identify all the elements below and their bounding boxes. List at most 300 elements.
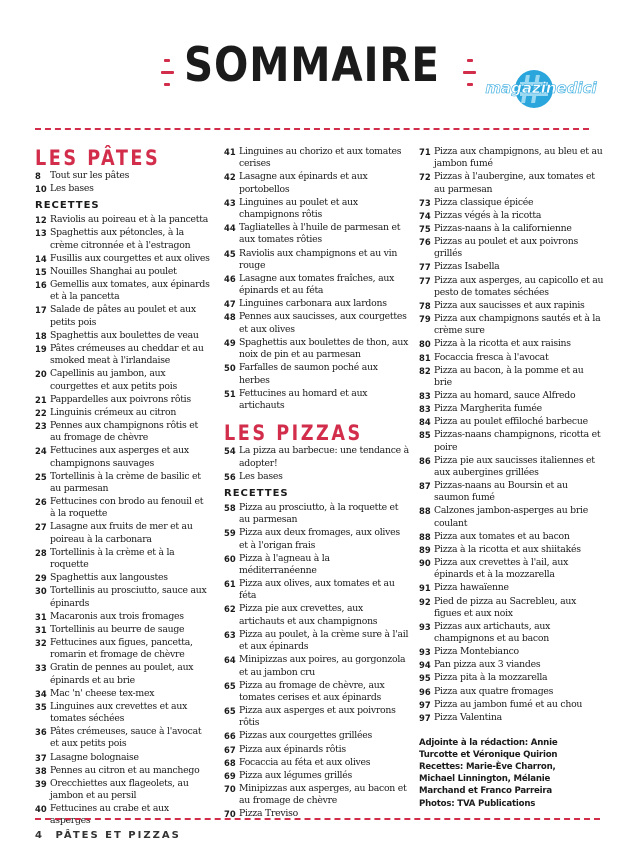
footer-divider <box>35 818 600 820</box>
toc-entry-title: Pizzas aux courgettes grillées <box>239 730 373 742</box>
toc-entry[interactable] <box>419 557 604 582</box>
toc-entry-title: Orecchiettes aux flageolets, au jambon et au persil <box>50 777 189 802</box>
toc-entry[interactable] <box>224 311 409 336</box>
toc-entry[interactable] <box>35 343 210 368</box>
toc-entry[interactable] <box>35 752 210 764</box>
toc-entry-title: Tagliatelles à l'huile de parmesan et aux tomates rôties <box>239 222 401 246</box>
toc-entry-title: Pizza aux tomates et au bacon <box>434 530 570 542</box>
toc-page-number: 19 <box>35 343 47 354</box>
toc-entry[interactable] <box>35 765 210 777</box>
toc-entry[interactable] <box>35 304 210 329</box>
toc-entry[interactable] <box>35 688 210 700</box>
toc-entry[interactable] <box>224 197 409 222</box>
toc-page-number: 60 <box>224 553 236 564</box>
toc-page-number: 28 <box>35 547 47 558</box>
toc-entry[interactable] <box>419 275 604 300</box>
toc-entry[interactable] <box>224 680 409 705</box>
toc-page-number: 25 <box>35 471 47 482</box>
toc-entry-title: Les bases <box>239 470 283 482</box>
toc-entry-title: Lasagne bolognaise <box>50 751 139 763</box>
toc-page-number: 14 <box>35 253 47 264</box>
toc-entry-title: Pizza Margherita fumée <box>434 403 542 415</box>
toc-page-number: 45 <box>224 248 236 259</box>
toc-page-number: 67 <box>224 744 236 755</box>
toc-page-number: 77 <box>419 275 431 286</box>
toc-page-number: 15 <box>35 266 47 277</box>
toc-entry[interactable] <box>224 273 409 298</box>
toc-entry-title: Pizza aux saucisses et aux rapinis <box>434 299 585 311</box>
toc-entry-title: Tortellinis au beurre de sauge <box>50 623 185 635</box>
toc-entry[interactable] <box>224 578 409 603</box>
credits-line: Turcotte et Véronique Quirion <box>419 750 558 761</box>
toc-page-number: 43 <box>224 197 236 208</box>
toc-entry-title: Pizza pie aux crevettes, aux artichauts et aux champignons <box>239 603 378 627</box>
toc-page-number: 29 <box>35 573 47 584</box>
toc-entry-title: Pâtes crémeuses au cheddar et au smoked meat à l'irlandaise <box>50 342 204 367</box>
toc-page-number: 41 <box>224 147 236 157</box>
toc-entry[interactable] <box>35 547 210 572</box>
toc-entry-title: Gemellis aux tomates, aux épinards et à la pancetta <box>50 279 210 303</box>
toc-column-1 <box>35 146 210 829</box>
toc-entry[interactable] <box>224 770 409 782</box>
credits-line: Recettes: Marie-Ève Charron, <box>419 762 556 773</box>
toc-entry-title: Pizza au bacon, à la pomme et au brie <box>434 364 584 388</box>
toc-page-number: 84 <box>419 417 431 428</box>
toc-entry-title: Pizza aux deux fromages, aux olives et à l'origan frais <box>239 527 400 551</box>
toc-entry[interactable] <box>419 659 604 671</box>
toc-page-number: 37 <box>35 752 47 763</box>
toc-entry-title: Les bases <box>50 183 94 195</box>
footer-label: PÂTES ET PIZZAS <box>55 830 181 841</box>
toc-entry[interactable] <box>224 527 409 552</box>
toc-page-number: 17 <box>35 305 47 316</box>
toc-entry[interactable] <box>419 146 604 171</box>
toc-entry[interactable] <box>35 637 210 662</box>
toc-page-number: 40 <box>35 804 47 815</box>
toc-entry[interactable] <box>419 403 604 415</box>
toc-page-number: 31 <box>35 624 47 635</box>
toc-page-number: 71 <box>419 147 431 157</box>
toc-entry[interactable] <box>35 227 210 252</box>
toc-entry-title: Pizza pita à la mozzarella <box>434 672 548 684</box>
toc-entry[interactable] <box>35 407 210 419</box>
toc-entry[interactable] <box>224 146 409 171</box>
toc-page-number: 23 <box>35 420 47 431</box>
toc-page-number: 65 <box>224 706 236 717</box>
toc-entry[interactable] <box>419 596 604 621</box>
top-divider <box>35 128 589 130</box>
toc-page-number: 66 <box>224 731 236 742</box>
toc-page-number: 70 <box>224 809 236 820</box>
toc-entry-title: Pizzas-naans à la californienne <box>434 222 572 234</box>
toc-entry-title: Pennes aux saucisses, aux courgettes et aux olives <box>239 311 407 335</box>
toc-entry[interactable] <box>35 330 210 342</box>
toc-entry-title: Tortellinis au prosciutto, sauce aux épinards <box>50 585 207 609</box>
toc-page-number: 80 <box>419 339 431 350</box>
toc-entry[interactable] <box>419 582 604 594</box>
toc-entry-title: Pizzas-naans champignons, ricotta et poire <box>434 429 601 453</box>
magazine-logo <box>476 69 606 109</box>
toc-entry-title: Pizzas Isabella <box>434 261 500 273</box>
toc-entry[interactable] <box>419 712 604 724</box>
toc-page-number: 34 <box>35 688 47 699</box>
toc-page-number: 51 <box>224 388 236 399</box>
toc-entry-title: Pizza classique épicée <box>434 196 534 208</box>
toc-entry[interactable] <box>35 266 210 278</box>
toc-entry[interactable] <box>35 726 210 751</box>
toc-entry-title: Pizza au homard, sauce Alfredo <box>434 390 576 401</box>
toc-entry[interactable] <box>419 699 604 711</box>
toc-page-number: 22 <box>35 407 47 418</box>
toc-page-number: 30 <box>35 586 47 597</box>
toc-entry[interactable] <box>419 300 604 312</box>
page-header <box>0 0 635 130</box>
left-spark-icon <box>161 53 179 93</box>
toc-entry-title: Pizzas aux artichauts, aux champignons et au bacon <box>434 620 551 645</box>
toc-entry[interactable] <box>224 744 409 756</box>
toc-entry-title: Fettucines aux figues, pancetta, romarin et fromage de chèvre <box>50 636 193 661</box>
toc-entry-title: Pizza Montebianco <box>434 646 519 658</box>
toc-entry-title: Raviolis au poireau et à la pancetta <box>50 214 209 226</box>
toc-entry[interactable] <box>419 531 604 543</box>
toc-entry-title: Pizza aux olives, aux tomates et au féta <box>239 578 395 602</box>
toc-page-number: 31 <box>35 611 47 622</box>
toc-entry[interactable] <box>224 705 409 730</box>
toc-entry-title: Pennes au citron et au manchego <box>50 764 200 776</box>
toc-page-number: 63 <box>224 629 236 640</box>
toc-entry[interactable] <box>35 585 210 610</box>
toc-entry[interactable] <box>419 646 604 658</box>
toc-entry-title: Pizzas-naans au Boursin et au saumon fumé <box>434 480 568 504</box>
toc-page-number: 18 <box>35 330 47 341</box>
toc-entry[interactable] <box>224 629 409 654</box>
credits-line: Photos: TVA Publications <box>419 798 536 809</box>
toc-page-number: 56 <box>224 471 236 482</box>
toc-column-3 <box>419 146 604 810</box>
toc-entry-title: Pizza aux asperges, au capicollo et au pesto de tomates séchées <box>434 274 604 298</box>
page-title: SOMMAIRE <box>184 38 440 93</box>
toc-entry-title: Pizza pie aux saucisses italiennes et aux aubergines grillées <box>434 454 595 478</box>
toc-page-number: 95 <box>419 673 431 684</box>
toc-entry-title: Pennes aux champignons rôtis et au fromage de chèvre <box>50 419 198 444</box>
toc-entry[interactable] <box>35 394 210 406</box>
toc-entry[interactable] <box>35 471 210 496</box>
toc-entry-title: Linguinis crémeux au citron <box>50 406 177 418</box>
toc-entry[interactable] <box>35 572 210 584</box>
toc-page-number: 36 <box>35 727 47 738</box>
toc-page-number: 33 <box>35 663 47 674</box>
toc-entry-title: Pizza Valentina <box>434 711 502 723</box>
toc-page-number: 46 <box>224 273 236 284</box>
toc-entry-title: Focaccia au féta et aux olives <box>239 756 371 768</box>
toc-entry-title: Pizza aux légumes grillés <box>239 769 353 781</box>
toc-entry-title: Fettucines con brodo au fenouil et à la roquette <box>50 496 204 520</box>
toc-entry-title: Linguines au poulet et aux champignons rôtis <box>239 196 358 221</box>
footer-page-number: 4 <box>35 830 44 841</box>
toc-entry-title: Linguines au chorizo et aux tomates cerises <box>239 146 402 170</box>
toc-page-number: 59 <box>224 528 236 539</box>
toc-entry-title: Macaronis aux trois fromages <box>50 610 184 622</box>
toc-entry[interactable] <box>419 352 604 364</box>
toc-entry[interactable] <box>419 390 604 402</box>
toc-page-number: 35 <box>35 701 47 712</box>
toc-page-number: 92 <box>419 596 431 607</box>
toc-entry-title: Pizza à l'agneau à la méditerranéenne <box>239 552 330 576</box>
toc-page-number: 27 <box>35 522 47 533</box>
toc-page-number: 89 <box>419 544 431 555</box>
toc-page-number: 94 <box>419 660 431 671</box>
toc-entry-title: Spaghettis aux pétoncles, à la crème citronnée et à l'estragon <box>50 227 191 251</box>
toc-entry[interactable] <box>419 429 604 454</box>
toc-page-number: 49 <box>224 337 236 348</box>
toc-entry-title: Pizza au poulet, à la crème sure à l'ail et aux épinards <box>239 628 409 653</box>
toc-entry-title: Pizza aux asperges et aux poivrons rôtis <box>239 705 396 729</box>
toc-page-number: 73 <box>419 197 431 208</box>
toc-entry-title: Pizza Treviso <box>239 808 299 820</box>
toc-entry[interactable] <box>35 611 210 623</box>
toc-entry[interactable] <box>419 223 604 235</box>
page-footer <box>35 830 181 841</box>
toc-entry-title: Minipizzas aux asperges, au bacon et au fromage de chèvre <box>239 782 407 807</box>
toc-entry-title: Pizzas au poulet et aux poivrons grillés <box>434 236 578 260</box>
toc-entry-title: La pizza au barbecue: une tendance à adopter! <box>239 445 409 469</box>
toc-column-2 <box>224 146 409 821</box>
toc-entry-title: Pizza à la ricotta et aux raisins <box>434 338 571 350</box>
toc-page-number: 61 <box>224 579 236 590</box>
toc-entry[interactable] <box>35 279 210 304</box>
toc-entry[interactable] <box>224 248 409 273</box>
toc-entry[interactable] <box>224 362 409 387</box>
toc-entry-title: Pizza aux épinards rôtis <box>239 743 346 755</box>
section-heading: LES PÂTES <box>35 146 161 170</box>
toc-entry[interactable] <box>419 261 604 273</box>
toc-entry[interactable] <box>419 621 604 646</box>
toc-entry[interactable] <box>224 757 409 769</box>
section-heading: LES PIZZAS <box>224 421 363 446</box>
toc-entry[interactable] <box>419 171 604 196</box>
toc-entry-title: Pappardelles aux poivrons rôtis <box>50 393 191 405</box>
toc-entry-title: Pizza au fromage de chèvre, aux tomates cerises et aux épinards <box>239 679 385 703</box>
toc-page-number: 85 <box>419 430 431 441</box>
toc-page-number: 82 <box>419 365 431 376</box>
toc-page-number: 24 <box>35 446 47 457</box>
toc-entry-title: Lasagne aux fruits de mer et au poireau à la carbonara <box>50 521 193 545</box>
toc-page-number: 58 <box>224 502 236 513</box>
toc-entry[interactable] <box>35 662 210 687</box>
toc-page-number: 83 <box>419 404 431 415</box>
toc-entry[interactable] <box>419 505 604 530</box>
toc-page-number: 91 <box>419 583 431 594</box>
toc-entry[interactable] <box>35 368 210 393</box>
toc-entry-title: Pizza à la ricotta et aux shiitakés <box>434 543 581 555</box>
toc-page-number: 62 <box>224 604 236 615</box>
toc-page-number: 21 <box>35 394 47 405</box>
toc-page-number: 88 <box>419 531 431 542</box>
toc-entry-title: Linguines carbonara aux lardons <box>239 298 387 310</box>
toc-page-number: 32 <box>35 637 47 648</box>
toc-page-number: 93 <box>419 647 431 658</box>
toc-entry[interactable] <box>35 521 210 546</box>
toc-entry[interactable] <box>35 496 210 521</box>
subsection-heading: RECETTES <box>224 487 289 499</box>
toc-entry-title: Spaghettis aux boulettes de veau <box>50 329 199 341</box>
toc-entry[interactable] <box>224 730 409 742</box>
logo-text: magazinedici <box>485 79 597 97</box>
toc-entry-title: Pizza aux quatre fromages <box>434 685 554 697</box>
toc-entry[interactable] <box>35 214 210 226</box>
toc-entry[interactable] <box>419 480 604 505</box>
toc-entry-title: Tout sur les pâtes <box>50 170 130 181</box>
credits-line: Michael Linnington, Mélanie <box>419 774 551 785</box>
toc-page-number: 42 <box>224 172 236 183</box>
toc-entry[interactable] <box>419 338 604 350</box>
toc-entry-title: Nouilles Shanghai au poulet <box>50 265 177 277</box>
toc-entry[interactable] <box>224 783 409 808</box>
toc-entry[interactable] <box>419 365 604 390</box>
toc-entry[interactable] <box>224 445 409 470</box>
toc-page-number: 69 <box>224 770 236 781</box>
toc-page-number: 47 <box>224 299 236 310</box>
toc-page-number: 12 <box>35 215 47 226</box>
toc-page-number: 87 <box>419 481 431 492</box>
toc-entry[interactable] <box>35 778 210 803</box>
credits-line: Marchand et Franco Parreira <box>419 786 553 797</box>
toc-page-number: 76 <box>419 237 431 248</box>
toc-page-number: 86 <box>419 455 431 466</box>
toc-page-number: 77 <box>419 262 431 273</box>
toc-entry[interactable] <box>35 420 210 445</box>
toc-entry-title: Fettucines aux asperges et aux champignons sauvages <box>50 445 189 469</box>
toc-entry[interactable] <box>35 701 210 726</box>
toc-entry[interactable] <box>419 197 604 209</box>
toc-entry-title: Raviolis aux champignons et au vin rouge <box>239 247 398 271</box>
toc-entry[interactable] <box>35 803 210 828</box>
toc-entry-title: Salade de pâtes au poulet et aux petits pois <box>50 304 196 328</box>
toc-entry[interactable] <box>224 603 409 628</box>
toc-entry-title: Pied de pizza au Sacrebleu, aux figues et aux noix <box>434 595 577 619</box>
toc-entry-title: Tortellinis à la crème et à la roquette <box>50 546 175 571</box>
toc-entry[interactable] <box>419 686 604 698</box>
toc-page-number: 96 <box>419 686 431 697</box>
toc-entry[interactable] <box>224 171 409 196</box>
toc-entry-title: Fusillis aux courgettes et aux olives <box>50 252 210 264</box>
toc-entry-title: Focaccia fresca à l'avocat <box>434 351 549 363</box>
toc-entry-title: Pizza aux champignons, au bleu et au jambon fumé <box>434 146 603 170</box>
toc-entry-title: Gratin de pennes au poulet, aux épinards et au brie <box>50 662 194 686</box>
toc-entry[interactable] <box>224 654 409 679</box>
right-spark-icon <box>458 53 476 93</box>
toc-entry-title: Spaghettis aux boulettes de thon, aux noix de pin et au parmesan <box>239 336 409 361</box>
toc-entry[interactable] <box>224 388 409 413</box>
toc-page-number: 97 <box>419 699 431 710</box>
toc-entry-title: Calzones jambon-asperges au brie coulant <box>434 505 589 529</box>
toc-entry[interactable] <box>419 210 604 222</box>
credits-line: Adjointe à la rédaction: Annie <box>419 738 558 749</box>
toc-page-number: 79 <box>419 314 431 325</box>
toc-entry-title: Mac 'n' cheese tex-mex <box>50 687 155 699</box>
toc-entry[interactable] <box>419 455 604 480</box>
toc-entry[interactable] <box>35 624 210 636</box>
toc-entry-title: Minipizzas aux poires, au gorgonzola et au jambon cru <box>239 654 406 678</box>
toc-entry[interactable] <box>224 471 409 483</box>
toc-entry-title: Pizza au jambon fumé et au chou <box>434 698 583 710</box>
toc-entry-title: Spaghettis aux langoustes <box>50 572 168 584</box>
toc-page-number: 48 <box>224 312 236 323</box>
toc-page-number: 20 <box>35 369 47 380</box>
toc-page-number: 54 <box>224 446 236 457</box>
toc-entry[interactable] <box>224 337 409 362</box>
toc-entry[interactable] <box>419 672 604 684</box>
toc-page-number: 10 <box>35 184 47 195</box>
credits-block <box>419 737 604 810</box>
toc-entry[interactable] <box>224 298 409 310</box>
toc-entry-title: Linguines aux crevettes et aux tomates séchées <box>50 700 188 725</box>
toc-entry-title: Pan pizza aux 3 viandes <box>434 659 541 671</box>
toc-entry[interactable] <box>419 313 604 338</box>
toc-page-number: 8 <box>35 171 41 181</box>
toc-page-number: 72 <box>419 172 431 183</box>
toc-entry[interactable] <box>419 544 604 556</box>
toc-page-number: 83 <box>419 391 431 401</box>
toc-page-number: 13 <box>35 228 47 239</box>
toc-entry-title: Lasagne aux tomates fraîches, aux épinards et au féta <box>239 272 395 297</box>
toc-page-number: 97 <box>419 712 431 723</box>
toc-entry-title: Fettucines au crabe et aux asperges <box>50 803 169 827</box>
toc-page-number: 70 <box>224 783 236 794</box>
toc-entry[interactable] <box>419 416 604 428</box>
toc-entry-title: Lasagne aux épinards et aux portobellos <box>239 171 368 195</box>
toc-page-number: 65 <box>224 680 236 691</box>
toc-entry-title: Pizza au prosciutto, à la roquette et au parmesan <box>239 501 399 526</box>
toc-page-number: 68 <box>224 757 236 768</box>
toc-page-number: 74 <box>419 210 431 221</box>
toc-entry-title: Fettucines au homard et aux artichauts <box>239 387 368 411</box>
toc-entry[interactable] <box>419 236 604 261</box>
toc-entry-title: Capellinis au jambon, aux courgettes et aux petits pois <box>50 368 177 392</box>
toc-page-number: 44 <box>224 223 236 234</box>
toc-entry-title: Pâtes crémeuses, sauce à l'avocat et aux petits pois <box>50 726 202 750</box>
toc-page-number: 64 <box>224 655 236 666</box>
toc-page-number: 81 <box>419 352 431 363</box>
toc-page-number: 26 <box>35 497 47 508</box>
toc-entry[interactable] <box>224 502 409 527</box>
toc-page-number: 88 <box>419 506 431 517</box>
toc-page-number: 38 <box>35 765 47 776</box>
toc-entry-title: Pizza aux crevettes à l'ail, aux épinards et à la mozzarella <box>434 557 569 581</box>
toc-page-number: 78 <box>419 300 431 311</box>
toc-page-number: 16 <box>35 280 47 291</box>
toc-entry-title: Pizza aux champignons sautés et à la crème sure <box>434 313 601 337</box>
toc-entry[interactable] <box>35 170 210 182</box>
toc-entry-title: Pizzas à l'aubergine, aux tomates et au parmesan <box>434 171 595 195</box>
toc-entry[interactable] <box>35 253 210 265</box>
toc-page-number: 75 <box>419 223 431 234</box>
toc-page-number: 90 <box>419 558 431 569</box>
toc-entry-title: Pizza au poulet effiloché barbecue <box>434 416 588 428</box>
toc-entry[interactable] <box>35 183 210 195</box>
toc-entry-title: Pizzas végés à la ricotta <box>434 209 542 221</box>
toc-entry-title: Farfalles de saumon poché aux herbes <box>239 362 378 386</box>
toc-entry[interactable] <box>224 553 409 578</box>
toc-page-number: 93 <box>419 621 431 632</box>
toc-entry[interactable] <box>35 445 210 470</box>
toc-entry-title: Pizza hawaïenne <box>434 582 509 594</box>
toc-page-number: 39 <box>35 778 47 789</box>
toc-entry-title: Tortellinis à la crème de basilic et au parmesan <box>50 470 201 494</box>
subsection-heading: RECETTES <box>35 200 100 212</box>
toc-page-number: 50 <box>224 363 236 374</box>
toc-entry[interactable] <box>224 222 409 247</box>
